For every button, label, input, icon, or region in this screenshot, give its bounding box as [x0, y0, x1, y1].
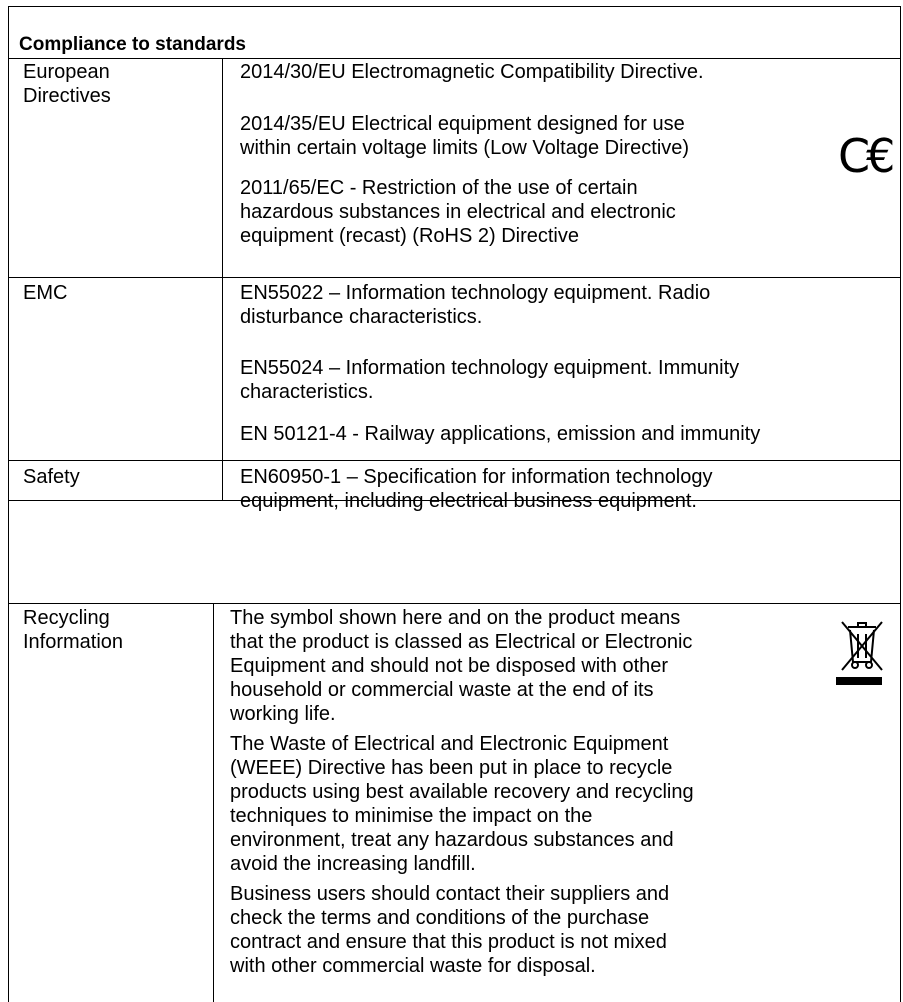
row-label-emc: EMC — [23, 282, 68, 304]
table1-column-divider — [222, 58, 223, 500]
section-title: Compliance to standards — [19, 34, 246, 55]
recycling-paragraph-business: Business users should contact their suppliers and check the terms and conditions of the purchase contract and ensure that this product is not mixed with other commercial waste for disposal. — [230, 883, 670, 977]
ce-mark-icon: C€ — [838, 129, 892, 183]
row-label-european-directives: European Directives — [23, 61, 111, 107]
row-label-safety: Safety — [23, 466, 80, 488]
directive-rohs: 2011/65/EC - Restriction of the use of certain hazardous substances in electrical and electronic equipment (recast) (RoHS 2) Directive — [240, 177, 676, 247]
table2-top-border — [8, 603, 901, 604]
row-label-recycling-information: Recycling Information — [23, 607, 124, 653]
directive-emc: 2014/30/EU Electromagnetic Compatibility Directive. — [240, 61, 704, 83]
table1-row-divider — [8, 460, 901, 461]
directive-lvd: 2014/35/EU Electrical equipment designed for use within certain voltage limits (Low Voltage Directive) — [240, 113, 690, 159]
standard-en55022: EN55022 – Information technology equipment. Radio disturbance characteristics. — [240, 282, 711, 328]
standard-en50121: EN 50121-4 - Railway applications, emission and immunity — [240, 423, 761, 445]
table1-top-border — [8, 58, 901, 59]
table2-column-divider — [213, 603, 214, 1002]
table1-row-divider — [8, 277, 901, 278]
standard-en55024: EN55024 – Information technology equipment. Immunity characteristics. — [240, 357, 740, 403]
standard-en60950: EN60950-1 – Specification for information technology equipment, including electrical business equipment. — [240, 466, 713, 512]
weee-crossed-bin-icon — [836, 618, 888, 690]
recycling-paragraph-symbol: The symbol shown here and on the product means that the product is classed as Electrical or Electronic Equipment and should not be disposed with other household or commercial waste at the end of its working life. — [230, 607, 693, 725]
recycling-paragraph-weee: The Waste of Electrical and Electronic Equipment (WEEE) Directive has been put in place to recycle products using best available recovery and recycling techniques to minimise the impact on the environment, treat any hazardous substances and avoid the increasing landfill. — [230, 733, 694, 875]
